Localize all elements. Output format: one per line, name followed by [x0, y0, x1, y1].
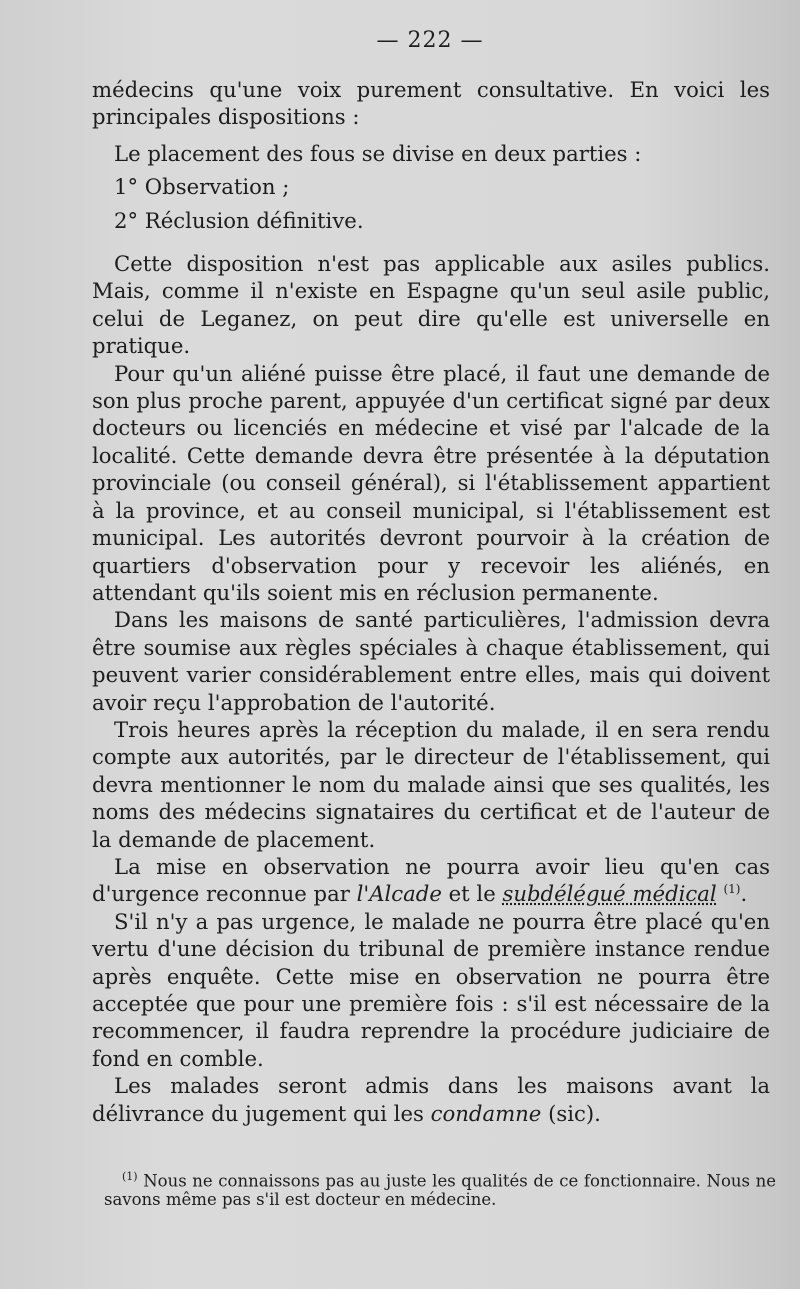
paragraph-2: Le placement des fous se divise en deux parties : [114, 140, 642, 166]
footnote-reference: (1) [723, 882, 741, 897]
alcade-term: l'Alcade [356, 881, 442, 907]
list-item-1: 1° Observation ; [114, 174, 290, 200]
paragraph-8: S'il n'y a pas urgence, le malade ne pourra être placé qu'en vertu d'une décision du tribunal de première instance rendue après enquête. Cette mise en observation ne pourra être acceptée que pour une première fois : s'il est nécessaire de la recommencer, il faudra reprendre la procédure judiciaire de fond en comble. [92, 908, 770, 1071]
paragraph-9 [92, 1072, 770, 1127]
subdelegue-term: subdélégué médical [502, 881, 717, 907]
body-text [92, 76, 770, 1127]
paragraph-7-text-middle: et le [441, 881, 503, 907]
paragraph-7 [92, 853, 770, 908]
paragraph-3: Cette disposition n'est pas applicable aux asiles publics. Mais, comme il n'existe en Espagne qu'un seul asile public, celui de Leganez, on peut dire qu'elle est universelle en pratique. [92, 251, 770, 359]
footnote [104, 1168, 776, 1209]
paragraph-4: Pour qu'un aliéné puisse être placé, il faut une demande de son plus proche parent, appuyée d'un certificat signé par deux docteurs ou licenciés en médecine et visé par l'alcade de la localité. Cette demande devra être présentée à la députation provinciale (ou conseil général), si l'établissement appartient à la province, et au conseil municipal, si l'établissement est municipal. Les autorités devront pourvoir à la création de quartiers d'observation pour y recevoir les aliénés, en attendant qu'ils soient mis en réclusion permanente. [92, 360, 770, 605]
paragraph-7-text-after: . [740, 881, 748, 907]
paragraph-9-text-after: (sic). [541, 1100, 601, 1126]
footnote-text: Nous ne connaissons pas au juste les qualités de ce fonctionnaire. Nous ne savons même pas s'il est docteur en médecine. [104, 1171, 776, 1209]
condamne-term: condamne [430, 1100, 542, 1126]
page-number: — 222 — [376, 28, 484, 53]
paragraph-1: médecins qu'une voix purement consultative. En voici les principales dispositions : [92, 77, 770, 130]
paragraph-9-text-before: Les malades seront admis dans les maisons avant la délivrance du jugement qui les [92, 1073, 770, 1126]
paragraph-7-text-before: La mise en observation ne pourra avoir lieu qu'en cas d'urgence reconnue par [92, 853, 770, 907]
footnote-mark: (1) [122, 1170, 138, 1183]
list-item-2: 2° Réclusion définitive. [114, 207, 364, 233]
paragraph-6: Trois heures après la réception du malade, il en sera rendu compte aux autorités, par le directeur de l'établissement, qui devra mentionner le nom du malade ainsi que ses qualités, les noms des médecins signataires du certificat et de l'auteur de la demande de placement. [92, 716, 770, 852]
paragraph-5: Dans les maisons de santé particulières, l'admission devra être soumise aux règles spéciales à chaque établissement, qui peuvent varier considérablement entre elles, mais qui doivent avoir reçu l'approbation de l'autorité. [92, 607, 770, 715]
